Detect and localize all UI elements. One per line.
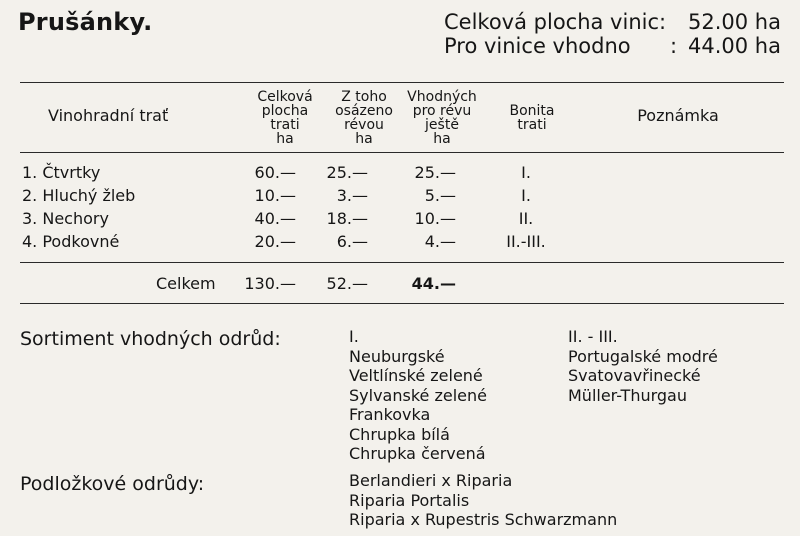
sortiment-label: Sortiment vhodných odrůd:: [20, 328, 281, 350]
row-planted: 25.—: [326, 163, 368, 182]
table-body-rule: [20, 262, 784, 263]
suitable-area-value: 44.00 ha: [688, 34, 781, 58]
header-total-area: Celková plocha trati ha: [257, 89, 313, 147]
row-name: 1. Čtvrtky: [22, 163, 101, 182]
header-vineyard: Vinohradní trať: [48, 106, 169, 125]
sortiment-list-i: [349, 327, 487, 464]
list-item: Frankovka: [349, 405, 431, 424]
row-suitable: 10.—: [414, 209, 456, 228]
list-item: Berlandieri x Riparia: [349, 471, 513, 490]
sortiment-list-ii-iii: [568, 327, 718, 405]
row-name: 4. Podkovné: [22, 232, 120, 251]
row-total: 10.—: [254, 186, 296, 205]
header-planted: Z toho osázeno révou ha: [335, 89, 393, 147]
list-item: Riparia Portalis: [349, 490, 470, 510]
row-bonita: I.: [521, 186, 531, 205]
row-planted: 6.—: [336, 232, 368, 251]
list-item: Chrupka bílá: [349, 424, 450, 444]
list-item: Müller-Thurgau: [568, 385, 687, 405]
list-heading: II. - III.: [568, 327, 618, 346]
rootstock-list: [349, 471, 617, 530]
row-bonita: II.-III.: [506, 232, 546, 251]
rootstock-label: Podložkové odrůdy:: [20, 473, 205, 495]
total-suitable-sum: 44.—: [411, 274, 456, 293]
row-suitable: 4.—: [424, 232, 456, 251]
list-item: Neuburgské: [349, 346, 445, 366]
row-total: 20.—: [254, 232, 296, 251]
row-name: 3. Nechory: [22, 209, 109, 228]
total-area-label: Celková plocha vinic:: [444, 10, 667, 34]
total-area-value: 52.00 ha: [688, 10, 781, 34]
row-suitable: 25.—: [414, 163, 456, 182]
header-note: Poznámka: [637, 106, 719, 125]
list-item: Veltlínské zelené: [349, 366, 483, 385]
row-total: 40.—: [254, 209, 296, 228]
total-planted-sum: 52.—: [326, 274, 368, 293]
row-planted: 18.—: [326, 209, 368, 228]
row-name: 2. Hluchý žleb: [22, 186, 136, 205]
table-bottom-rule: [20, 303, 784, 304]
list-item: Sylvanské zelené: [349, 385, 487, 405]
list-item: Riparia x Rupestris Schwarzmann: [349, 510, 618, 529]
page-title: Prušánky.: [18, 8, 153, 36]
total-label: Celkem: [156, 274, 216, 293]
suitable-area-sep: :: [670, 34, 678, 58]
suitable-area-label: Pro vinice vhodno: [444, 34, 631, 58]
list-item: Svatovavřinecké: [568, 366, 701, 385]
row-total: 60.—: [254, 163, 296, 182]
header-bonita: Bonita trati: [509, 103, 555, 133]
list-item: Portugalské modré: [568, 346, 718, 366]
row-suitable: 5.—: [424, 186, 456, 205]
header-suitable: Vhodných pro révu ještě ha: [407, 89, 477, 147]
table-top-rule: [20, 82, 784, 83]
row-bonita: II.: [518, 209, 534, 228]
row-bonita: I.: [521, 163, 531, 182]
table-header-rule: [20, 152, 784, 153]
list-item: Chrupka červená: [349, 444, 486, 463]
row-planted: 3.—: [336, 186, 368, 205]
total-area-sum: 130.—: [244, 274, 296, 293]
list-heading: I.: [349, 327, 359, 346]
